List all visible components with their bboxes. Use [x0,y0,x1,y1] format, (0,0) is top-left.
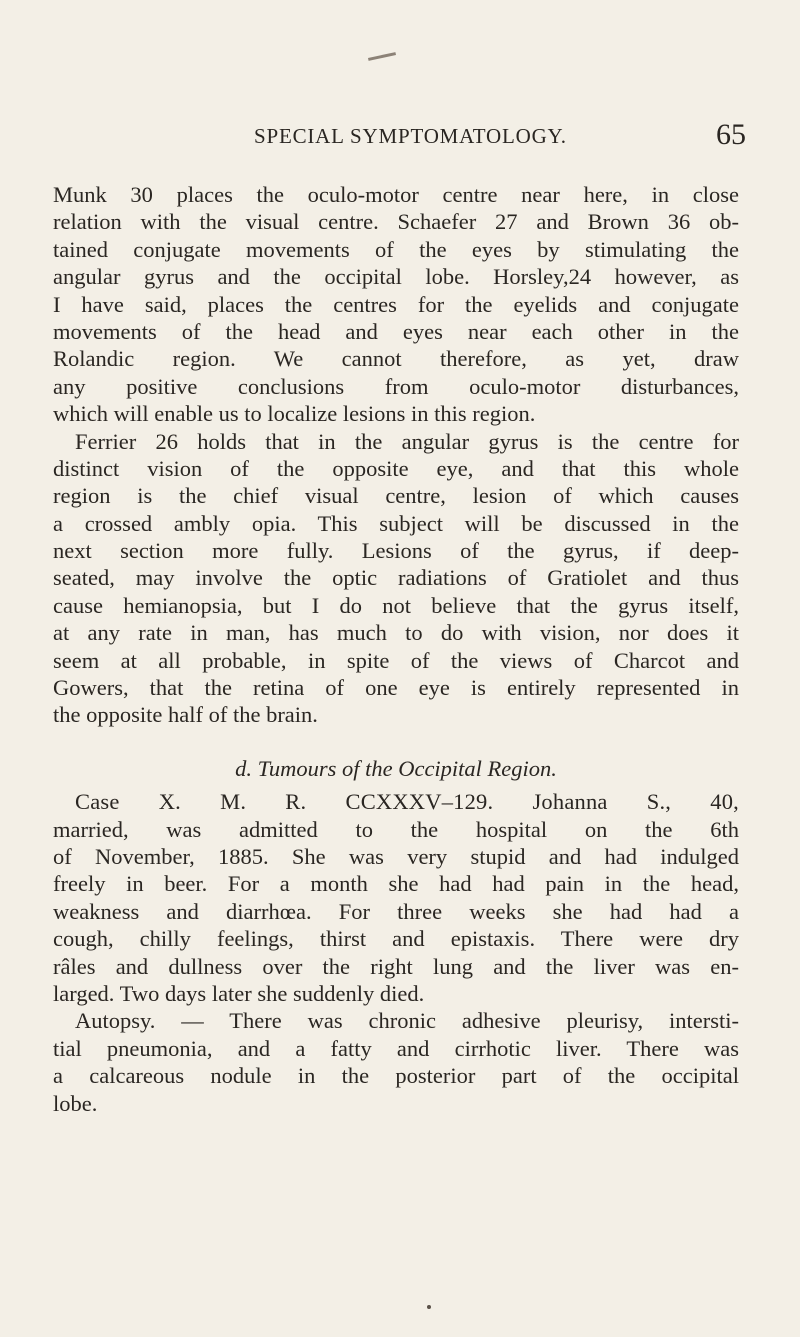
text-line: tained conjugate movements of the eyes by stimulating the [53,236,739,262]
text-line: Ferrier 26 holds that in the angular gyrus is the centre for [75,428,739,454]
page-body [53,181,739,1117]
autopsy-report [53,1007,739,1117]
ink-mark [368,52,396,61]
text-line: movements of the head and eyes near each other in the [53,318,739,344]
text-line: which will enable us to localize lesions in this region. [53,401,536,427]
text-line: next section more fully. Lesions of the gyrus, if deep- [53,538,739,564]
running-head: SPECIAL SYMPTOMATOLOGY. [254,124,567,148]
text-line: tial pneumonia, and a fatty and cirrhotic liver. There was [53,1035,739,1061]
text-line: Gowers, that the retina of one eye is entirely represented in [53,675,739,701]
text-line: of November, 1885. She was very stupid and had indulged [53,843,739,869]
text-line: angular gyrus and the occipital lobe. Horsley,24 however, as [53,264,739,290]
paragraph-oculo-motor [53,181,739,428]
ink-dot [427,1305,431,1309]
text-line: the opposite half of the brain. [53,702,318,728]
text-line: region is the chief visual centre, lesion of which causes [53,483,739,509]
text-line: seem at all probable, in spite of the views of Charcot and [53,647,739,673]
text-line: a calcareous nodule in the posterior part of the occipital [53,1063,739,1089]
text-line: larged. Two days later she suddenly died. [53,980,425,1006]
text-line: Autopsy. — There was chronic adhesive pleurisy, intersti- [75,1008,739,1034]
page-header [254,118,784,164]
text-line: lobe. [53,1090,98,1116]
text-line: at any rate in man, has much to do with vision, nor does it [53,620,739,646]
text-line: Case X. M. R. CCXXXV–129. Johanna S., 40, [75,789,739,815]
text-line: any positive conclusions from oculo-motor disturbances, [53,373,739,399]
text-line: I have said, places the centres for the eyelids and conjugate [53,291,739,317]
text-line: râles and dullness over the right lung and the liver was en- [53,953,739,979]
paragraph-angular-gyrus [53,428,739,729]
page-number: 65 [716,118,746,151]
text-line: weakness and diarrhœa. For three weeks she had had a [53,898,739,924]
text-line: distinct vision of the opposite eye, and that this whole [53,455,739,481]
text-line: freely in beer. For a month she had had pain in the head, [53,871,739,897]
text-line: relation with the visual centre. Schaefer 27 and Brown 36 ob- [53,209,739,235]
section-heading: d. Tumours of the Occipital Region. [235,755,557,781]
text-line: Rolandic region. We cannot therefore, as yet, draw [53,346,739,372]
text-line: Munk 30 places the oculo-motor centre near here, in close [53,182,739,207]
text-line: cause hemianopsia, but I do not believe that the gyrus itself, [53,592,739,618]
text-line: seated, may involve the optic radiations of Gratiolet and thus [53,565,739,591]
text-line: a crossed ambly opia. This subject will be discussed in the [53,510,739,536]
text-line: married, was admitted to the hospital on the 6th [53,816,739,842]
text-line: cough, chilly feelings, thirst and epistaxis. There were dry [53,926,739,952]
case-report [53,788,739,1007]
